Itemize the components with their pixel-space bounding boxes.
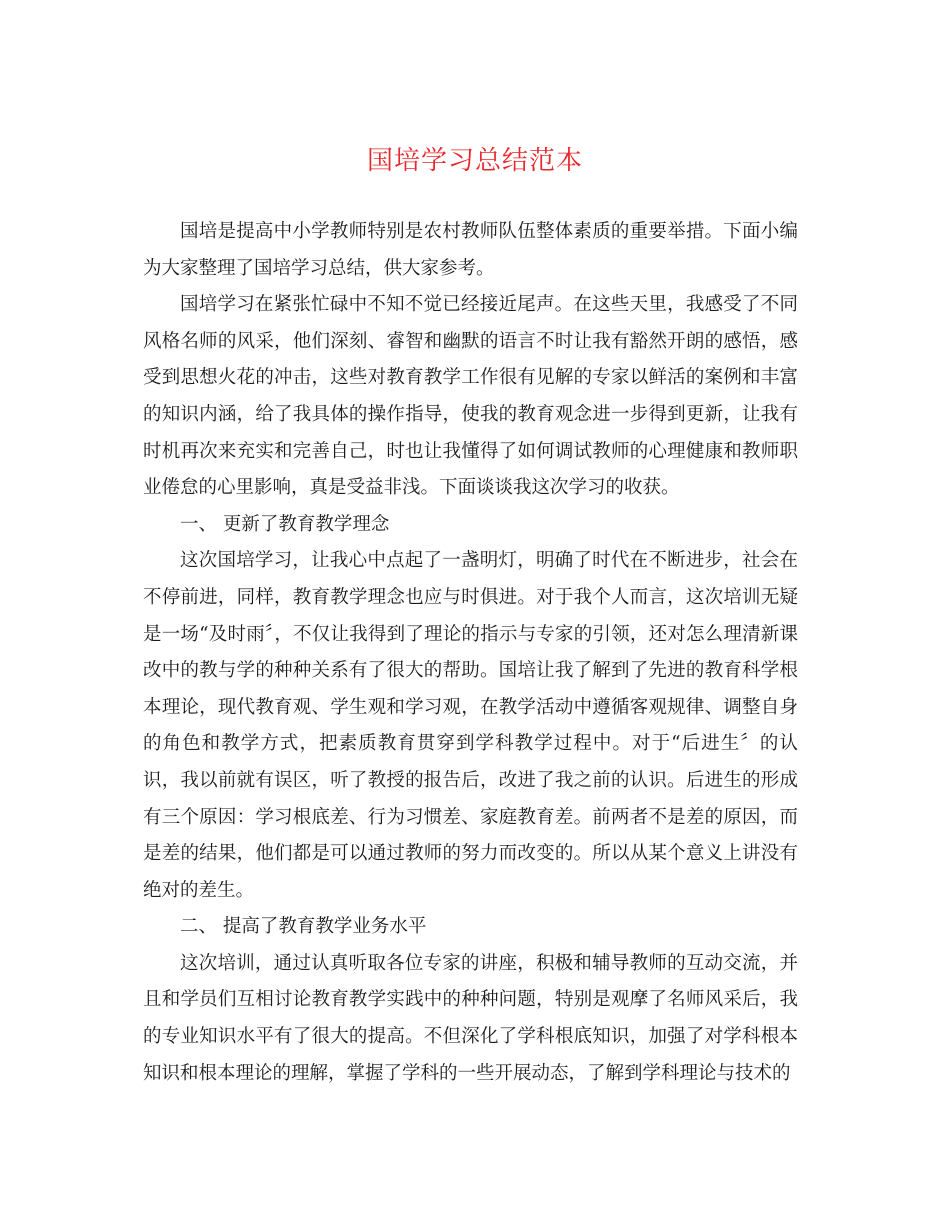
- paragraph-overview: 国培学习在紧张忙碌中不知不觉已经接近尾声。在这些天里，我感受了不同风格名师的风采，他们深刻、睿智和幽默的语言不时让我有豁然开朗的感悟，感受到思想火花的冲击，这些对教育教学工作很有见解的专家以鲜活的案例和丰富的知识内涵，给了我具体的操作指导，使我的教育观念进一步得到更新，让我有时机再次来充实和完善自己，时也让我懂得了如何调试教师的心理健康和教师职业倦怠的心里影响，真是受益非浅。下面谈谈我这次学习的收获。: [143, 294, 798, 499]
- section-heading-2: 二、 提高了教育教学业务水平: [180, 916, 427, 938]
- paragraph-intro: 国培是提高中小学教师特别是农村教师队伍整体素质的重要举措。下面小编为大家整理了国培学习总结，供大家参考。: [143, 221, 798, 279]
- paragraph-section-1: 这次国培学习，让我心中点起了一盏明灯，明确了时代在不断进步，社会在不停前进，同样，教育教学理念也应与时俱进。对于我个人而言，这次培训无疑是一场“及时雨〞，不仅让我得到了理论的指示与专家的引领，还对怎么理清新课改中的教与学的种种关系有了很大的帮助。国培让我了解到了先进的教育科学根本理论，现代教育观、学生观和学习观，在教学活动中遵循客观规律、调整自身的角色和教学方式，把素质教育贯穿到学科教学过程中。对于“后进生〞的认识，我以前就有误区，听了教授的报告后，改进了我之前的认识。后进生的形成有三个原因：学习根底差、行为习惯差、家庭教育差。前两者不是差的原因，而是差的结果，他们都是可以通过教师的努力而改变的。所以从某个意义上讲没有绝对的差生。: [143, 550, 798, 901]
- document-body: [143, 214, 798, 1092]
- paragraph-section-2: 这次培训，通过认真听取各位专家的讲座，积极和辅导教师的互动交流，并且和学员们互相讨论教育教学实践中的种种问题，特别是观摩了名师风采后，我的专业知识水平有了很大的提高。不但深化了学科根底知识，加强了对学科根本知识和根本理论的理解，掌握了学科的一些开展动态，了解到学科理论与技术的: [143, 952, 798, 1084]
- document-title: 国培学习总结范本: [366, 146, 583, 176]
- section-heading-1: 一、 更新了教育教学理念: [180, 513, 390, 535]
